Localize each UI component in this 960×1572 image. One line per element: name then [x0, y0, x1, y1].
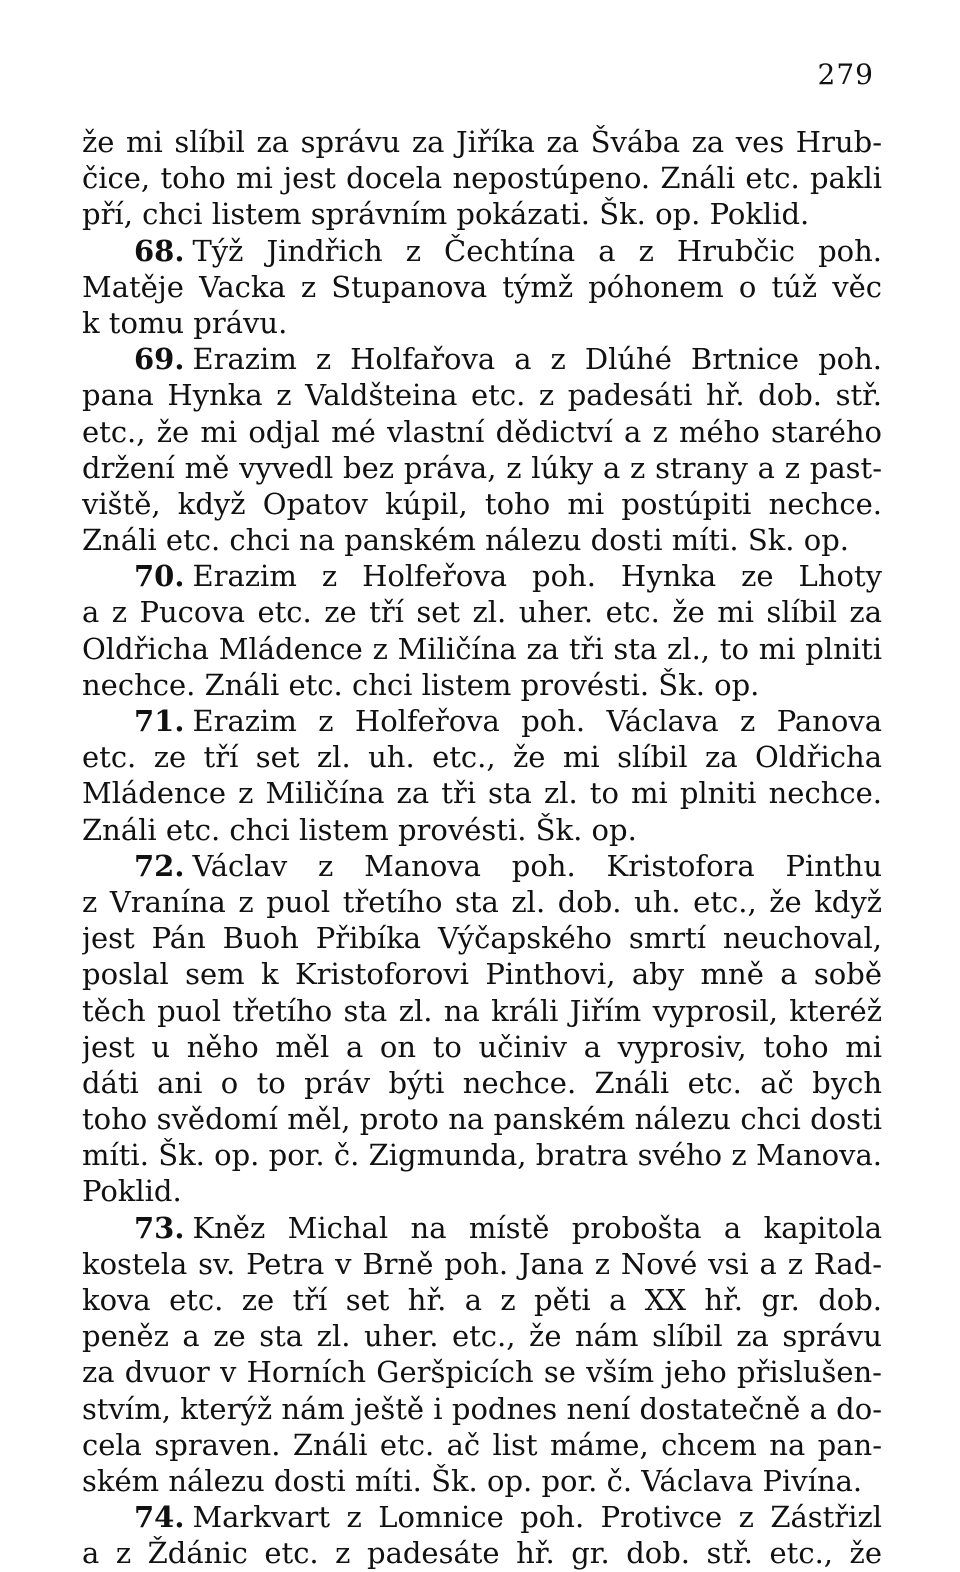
line-text: čice, toho mi jest docela nepostúpeno. Ználi etc. pakli — [82, 161, 882, 196]
text-line — [82, 1282, 882, 1318]
text-line — [82, 1318, 882, 1354]
text-line — [82, 1173, 882, 1209]
line-text: stvím, kterýž nám ještě i podnes není dostatečně a do- — [82, 1391, 882, 1426]
entry-number: 74. — [134, 1500, 185, 1535]
text-line — [82, 1101, 882, 1137]
line-text: Týž Jindřich z Čechtína a z Hrubčic poh. — [192, 233, 882, 268]
text-line — [82, 667, 882, 703]
line-text: že mi slíbil za správu za Jiříka za Švába za ves Hrub- — [82, 125, 882, 159]
line-text: pří, chci listem správním pokázati. Šk. op. Poklid. — [82, 197, 810, 232]
text-line — [82, 1427, 882, 1463]
page-number: 279 — [817, 58, 874, 91]
line-text: Poklid. — [82, 1174, 182, 1209]
text-line — [82, 522, 882, 558]
line-text: jest u něho měl a on to učiniv a vyprosiv, toho mi — [82, 1029, 882, 1064]
text-line — [82, 269, 882, 305]
line-text: těch puol třetího sta zl. na králi Jiřím vyprosil, kteréž — [82, 993, 882, 1028]
line-text: Václav z Manova poh. Kristofora Pinthu — [192, 848, 882, 883]
entry-line — [82, 233, 882, 269]
line-text: poslal sem k Kristoforovi Pinthovi, aby mně a sobě — [82, 957, 882, 992]
text-line — [82, 196, 882, 232]
text-line — [82, 1463, 882, 1499]
text-line — [82, 1354, 882, 1390]
text-line — [82, 450, 882, 486]
line-text: toho svědomí měl, proto na panském nálezu chci dosti — [82, 1102, 882, 1137]
entry-number: 68. — [134, 233, 185, 268]
entry-line — [82, 1210, 882, 1246]
text-line — [82, 1029, 882, 1065]
text-line — [82, 920, 882, 956]
text-line — [82, 631, 882, 667]
text-line — [82, 1137, 882, 1173]
text-line — [82, 1391, 882, 1427]
line-text: etc. ze tří set zl. uh. etc., že mi slíbil za Oldřicha — [82, 740, 882, 775]
line-text: etc., že mi odjal mé vlastní dědictví a z mého starého — [82, 414, 882, 449]
text-line — [82, 1535, 882, 1571]
line-text: Oldřicha Mládence z Miličína za tři sta zl., to mi plniti — [82, 631, 882, 666]
line-text: Mládence z Miličína za tři sta zl. to mi plniti nechce. — [82, 776, 882, 811]
line-text: držení mě vyvedl bez práva, z lúky a z strany a z past- — [82, 450, 882, 485]
line-text: viště, když Opatov kúpil, toho mi postúpiti nechce. — [82, 486, 882, 521]
line-text: míti. Šk. op. por. č. Zigmunda, bratra svého z Manova. — [82, 1138, 882, 1173]
line-text: Markvart z Lomnice poh. Protivce z Zástřizl — [192, 1500, 882, 1535]
line-text: k tomu právu. — [82, 305, 288, 340]
line-text: Erazim z Holfeřova poh. Hynka ze Lhoty — [192, 559, 882, 594]
text-line — [82, 1246, 882, 1282]
line-text: za dvuor v Horních Geršpicích se vším jeho přislušen- — [82, 1355, 882, 1390]
line-text: peněz a ze sta zl. uher. etc., že nám slíbil za správu — [82, 1319, 882, 1354]
entry-number: 69. — [134, 342, 185, 377]
entry-number: 71. — [134, 704, 185, 738]
line-text: Ználi etc. chci na panském nálezu dosti míti. Sk. op. — [82, 523, 849, 558]
line-text: ském nálezu dosti míti. Šk. op. por. č. Václava Pivína. — [82, 1463, 863, 1498]
text-line — [82, 993, 882, 1029]
line-text: Erazim z Holfařova a z Dlúhé Brtnice poh. — [192, 342, 882, 377]
entry-number: 70. — [134, 559, 185, 594]
line-text: kostela sv. Petra v Brně poh. Jana z Nové vsi a z Rad- — [82, 1246, 882, 1281]
text-line — [82, 594, 882, 630]
line-text: a z Pucova etc. ze tří set zl. uher. etc. že mi slíbil za — [82, 595, 882, 630]
text-line — [82, 739, 882, 775]
line-text: z Vranína z puol třetího sta zl. dob. uh. etc., že když — [82, 884, 882, 919]
text-line — [82, 377, 882, 413]
text-line — [82, 884, 882, 920]
line-text: Erazim z Holfeřova poh. Václava z Panova — [192, 704, 882, 738]
line-text: nechce. Ználi etc. chci listem provésti. Šk. op. — [82, 667, 760, 702]
text-line — [82, 1065, 882, 1101]
text-line — [82, 305, 882, 341]
entry-line — [82, 341, 882, 377]
text-line — [82, 812, 882, 848]
entry-line — [82, 1499, 882, 1535]
entry-line — [82, 558, 882, 594]
text-line — [82, 956, 882, 992]
entry-line — [82, 848, 882, 884]
text-body — [82, 124, 882, 1572]
line-text: pana Hynka z Valdšteina etc. z padesáti hř. dob. stř. — [82, 378, 882, 413]
line-text: Kněz Michal na místě probošta a kapitola — [192, 1210, 882, 1245]
entry-line — [82, 703, 882, 739]
line-text: dáti ani o to práv býti nechce. Ználi etc. ač bych — [82, 1065, 882, 1100]
line-text: kova etc. ze tří set hř. a z pěti a XX hř. gr. dob. — [82, 1283, 882, 1317]
entry-number: 72. — [134, 848, 185, 883]
line-text: Matěje Vacka z Stupanova týmž póhonem o túž věc — [82, 269, 882, 304]
entry-number: 73. — [134, 1210, 185, 1245]
text-line — [82, 486, 882, 522]
text-line — [82, 414, 882, 450]
text-line — [82, 124, 882, 160]
line-text: jest Pán Buoh Přibíka Výčapského smrtí neuchoval, — [82, 921, 882, 956]
text-line — [82, 775, 882, 811]
line-text: cela spraven. Ználi etc. ač list máme, chcem na pan- — [82, 1427, 882, 1462]
text-line — [82, 160, 882, 196]
line-text: Ználi etc. chci listem provésti. Šk. op. — [82, 812, 637, 847]
line-text: a z Ždánic etc. z padesáte hř. gr. dob. stř. etc., že — [82, 1536, 882, 1571]
